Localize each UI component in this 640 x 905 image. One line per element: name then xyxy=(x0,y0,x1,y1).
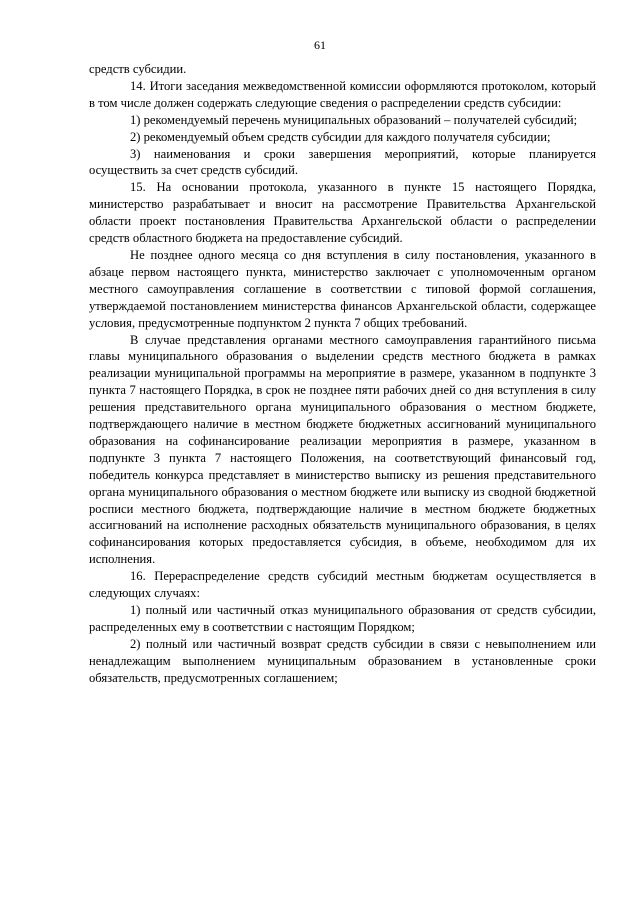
page-number: 61 xyxy=(314,38,326,52)
paragraph-16-subitem-1: 1) полный или частичный отказ муниципального образования от средств субсидии, распределенных ему в соответствии с настоящим Порядком; xyxy=(89,603,596,634)
paragraph-subitem-1: 1) рекомендуемый перечень муниципальных образований – получателей субсидий; xyxy=(130,112,578,127)
paragraph-agreement: Не позднее одного месяца со дня вступления в силу постановления, указанного в абзаце первом настоящего пункта, министерство заключает с уполномоченным органом местного самоуправления соглашение в соответствии с типовой формой соглашения, утверждаемой постановлением министерства финансов Архангельской области, содержащее условия, предусмотренные подпунктом 2 пункта 7 общих требований. xyxy=(89,247,596,330)
paragraph-item-15: 15. На основании протокола, указанного в пункте 15 настоящего Порядка, министерство разрабатывает и вносит на рассмотрение Правительства Архангельской области проект постановления Правительства Архангельской области о распределении средств областного бюджета на предоставление субсидий. xyxy=(89,180,596,246)
paragraph-subitem-3: 3) наименования и сроки завершения мероприятий, которые планируется осуществить за счет средств субсидий. xyxy=(89,146,596,178)
paragraph-guarantee-letter: В случае представления органами местного самоуправления гарантийного письма главы муниципального образования о выделении средств местного бюджета в рамках реализации муниципальной программы на мероприятие в размере, указанном в подпункте 3 пункта 7 настоящего Порядка, в срок не позднее пяти рабочих дней со дня вступления в силу решения представительного органа муниципального образования о местном бюджете, подтверждающего наличие в местном бюджете бюджетных ассигнований муниципального образования на софинансирование реализации мероприятия в размере, указанном в подпункте 3 пункта 7 настоящего Положения, на соответствующий финансовый год, победитель конкурса представляет в министерство выписку из решения представительного органа муниципального образования о местном бюджете или выписку из сводной бюджетной росписи местного бюджета, подтверждающие наличие в местном бюджете бюджетных ассигнований на исполнение расходных обязательств муниципального образования, в целях софинансирования которых предоставляется субсидия, в объеме, необходимом для их исполнения. xyxy=(89,332,596,567)
paragraph-item-14: 14. Итоги заседания межведомственной комиссии оформляются протоколом, который в том числе должен содержать следующие сведения о распределении средств субсидии: xyxy=(89,78,596,110)
paragraph-subitem-2: 2) рекомендуемый объем средств субсидии для каждого получателя субсидии; xyxy=(130,129,551,144)
document-body xyxy=(89,61,596,687)
paragraph-16-subitem-2: 2) полный или частичный возврат средств субсидии в связи с невыполнением или ненадлежащим выполнением муниципальным образованием в установленные сроки обязательств, предусмотренных соглашением; xyxy=(89,636,596,685)
paragraph-continuation: средств субсидии. xyxy=(89,62,187,76)
paragraph-item-16: 16. Перераспределение средств субсидий местным бюджетам осуществляется в следующих случаях: xyxy=(89,569,596,601)
